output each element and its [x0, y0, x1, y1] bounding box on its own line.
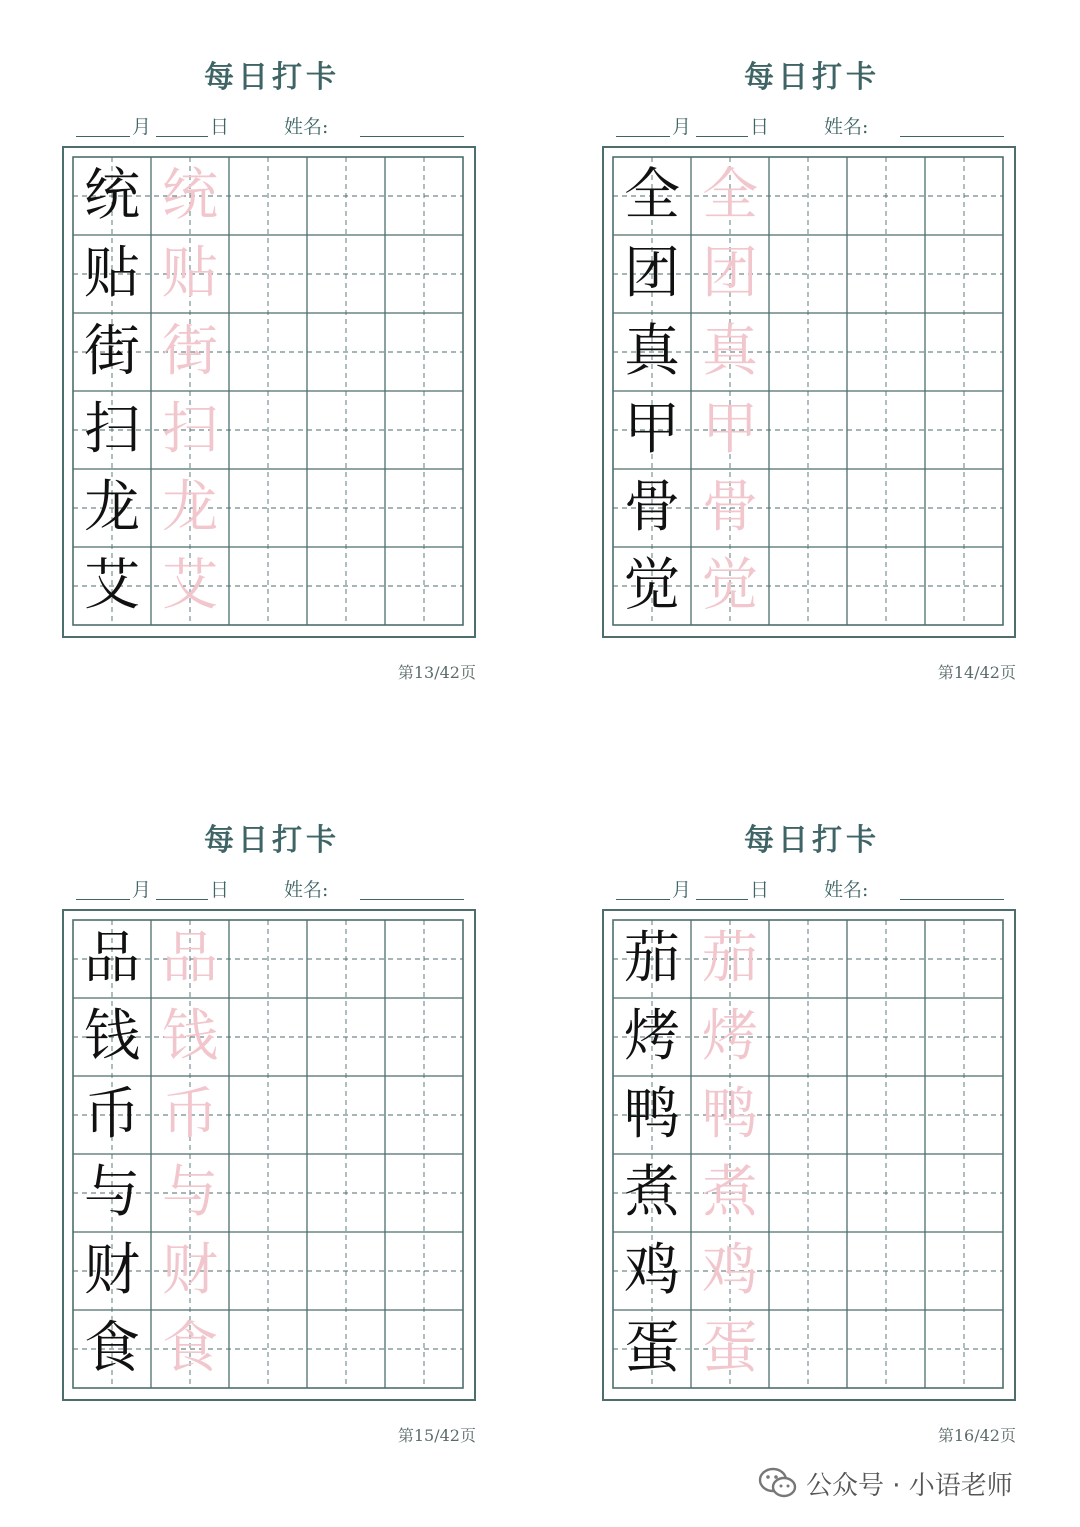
month-label: 月 — [132, 879, 152, 901]
trace-character: 觉 — [702, 553, 758, 618]
date-name-line — [76, 867, 468, 907]
trace-character: 扫 — [162, 397, 218, 462]
model-character: 龙 — [84, 475, 140, 540]
page-number: 第16/42页 — [937, 1426, 1016, 1445]
month-label: 月 — [672, 879, 692, 901]
trace-character: 统 — [162, 163, 218, 228]
model-character: 街 — [84, 319, 140, 384]
day-label: 日 — [210, 116, 230, 138]
writing-grid — [602, 146, 1016, 638]
trace-character: 财 — [162, 1238, 218, 1303]
practice-sheet — [62, 819, 482, 1519]
model-character: 鸡 — [624, 1238, 680, 1303]
month-label: 月 — [132, 116, 152, 138]
model-character: 煮 — [624, 1160, 680, 1225]
day-label: 日 — [750, 879, 770, 901]
day-blank[interactable] — [156, 899, 208, 900]
model-character: 贴 — [84, 241, 140, 306]
name-blank[interactable] — [900, 136, 1004, 137]
writing-grid — [602, 909, 1016, 1401]
model-character: 烤 — [624, 1004, 680, 1069]
watermark — [758, 1458, 1058, 1508]
day-label: 日 — [210, 879, 230, 901]
month-label: 月 — [672, 116, 692, 138]
trace-character: 真 — [702, 319, 758, 384]
trace-character: 贴 — [162, 241, 218, 306]
month-blank[interactable] — [76, 899, 130, 900]
trace-character: 烤 — [702, 1004, 758, 1069]
date-name-line — [76, 104, 468, 144]
trace-character: 品 — [162, 926, 218, 991]
month-blank[interactable] — [616, 136, 670, 137]
name-blank[interactable] — [900, 899, 1004, 900]
practice-sheet — [602, 819, 1022, 1519]
name-label: 姓名: — [824, 879, 869, 901]
day-blank[interactable] — [696, 899, 748, 900]
model-character: 团 — [624, 241, 680, 306]
trace-character: 街 — [162, 319, 218, 384]
writing-grid — [62, 909, 476, 1401]
model-character: 全 — [624, 163, 680, 228]
name-blank[interactable] — [360, 136, 464, 137]
model-character: 鸭 — [624, 1082, 680, 1147]
model-character: 艾 — [84, 553, 140, 618]
model-character: 真 — [624, 319, 680, 384]
date-name-line — [616, 104, 1008, 144]
practice-sheet — [602, 56, 1022, 756]
writing-grid — [62, 146, 476, 638]
trace-character: 币 — [162, 1082, 218, 1147]
name-label: 姓名: — [824, 116, 869, 138]
day-blank[interactable] — [156, 136, 208, 137]
name-blank[interactable] — [360, 899, 464, 900]
trace-character: 艾 — [162, 553, 218, 618]
model-character: 财 — [84, 1238, 140, 1303]
trace-character: 钱 — [162, 1004, 218, 1069]
watermark-text: 公众号 · 小语老师 — [806, 1470, 1013, 1501]
model-character: 甲 — [624, 397, 680, 462]
page-number: 第14/42页 — [937, 663, 1016, 682]
trace-character: 鸭 — [702, 1082, 758, 1147]
model-character: 品 — [84, 926, 140, 991]
model-character: 钱 — [84, 1004, 140, 1069]
trace-character: 鸡 — [702, 1238, 758, 1303]
day-label: 日 — [750, 116, 770, 138]
trace-character: 团 — [702, 241, 758, 306]
name-label: 姓名: — [284, 116, 329, 138]
month-blank[interactable] — [616, 899, 670, 900]
trace-character: 煮 — [702, 1160, 758, 1225]
model-character: 茄 — [624, 926, 680, 991]
model-character: 食 — [84, 1316, 140, 1381]
model-character: 统 — [84, 163, 140, 228]
model-character: 扫 — [84, 397, 140, 462]
date-name-line — [616, 867, 1008, 907]
trace-character: 骨 — [702, 475, 758, 540]
trace-character: 食 — [162, 1316, 218, 1381]
model-character: 蛋 — [624, 1316, 680, 1381]
practice-sheet — [62, 56, 482, 756]
trace-character: 茄 — [702, 926, 758, 991]
page-number: 第13/42页 — [397, 663, 476, 682]
trace-character: 甲 — [702, 397, 758, 462]
month-blank[interactable] — [76, 136, 130, 137]
sheet-title: 每日打卡 — [204, 60, 340, 95]
model-character: 与 — [84, 1160, 140, 1225]
trace-character: 龙 — [162, 475, 218, 540]
model-character: 觉 — [624, 553, 680, 618]
day-blank[interactable] — [696, 136, 748, 137]
wechat-icon — [758, 1466, 798, 1500]
model-character: 骨 — [624, 475, 680, 540]
name-label: 姓名: — [284, 879, 329, 901]
sheet-title: 每日打卡 — [744, 60, 880, 95]
trace-character: 全 — [702, 163, 758, 228]
sheet-title: 每日打卡 — [744, 823, 880, 858]
trace-character: 蛋 — [702, 1316, 758, 1381]
page-number: 第15/42页 — [397, 1426, 476, 1445]
trace-character: 与 — [162, 1160, 218, 1225]
sheet-title: 每日打卡 — [204, 823, 340, 858]
model-character: 币 — [84, 1082, 140, 1147]
